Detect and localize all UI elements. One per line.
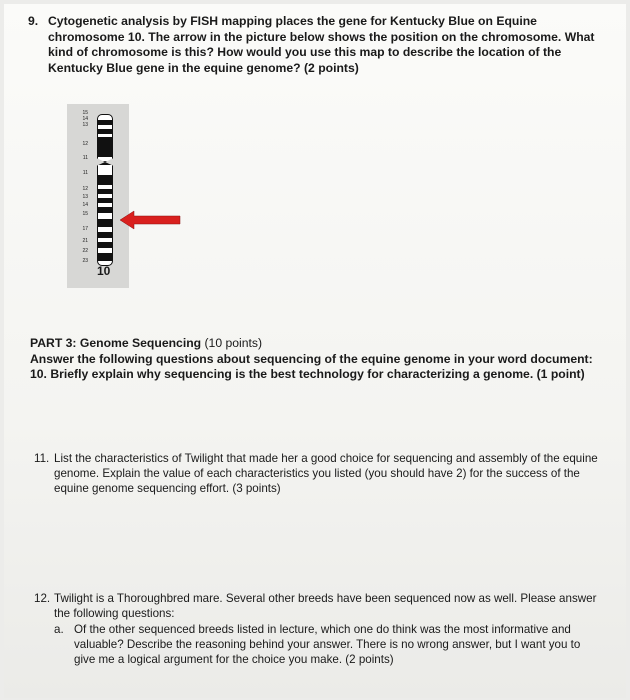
band-label: 12 [82,186,88,192]
band-label: 22 [82,248,88,254]
question-9-text: Cytogenetic analysis by FISH mapping places the gene for Kentucky Blue on Equine chromosome 10. The arrow in the picture below shows the position on the chromosome. What kind of chromosome is this? How would you use this map to describe the location of the Kentucky Blue gene in the equine genome? (2 points) [48,14,595,75]
question-9-number: 9. [28,14,39,28]
chromosome-figure [67,104,129,288]
chromosome-number-label: 10 [97,264,111,278]
question-12 [34,591,604,667]
part-3-points: (10 points) [204,336,263,350]
question-9 [28,14,608,76]
band-label: 23 [82,258,88,264]
band-label: 15 [82,211,88,217]
question-11 [34,451,604,496]
centromere-icon [94,157,116,167]
left-arrow-icon [120,210,182,230]
question-12-text: Twilight is a Thoroughbred mare. Several other breeds have been sequenced now as well. Please answer the following questions: [54,592,597,620]
band-label: 14 [82,116,88,122]
question-10-text: Briefly explain why sequencing is the best technology for characterizing a genome. (1 point) [50,367,585,381]
question-10-number: 10. [30,367,47,381]
question-12a-letter: a. [54,623,64,636]
question-11-number: 11. [34,452,50,465]
chromosome-10 [97,114,113,266]
band-label: 13 [82,122,88,128]
question-12-number: 12. [34,592,51,605]
question-12a [54,622,604,667]
band-label: 11 [82,155,88,161]
part-3-section [30,336,605,383]
document-page [4,4,626,698]
band-label: 21 [82,238,88,244]
part-3-heading: PART 3: Genome Sequencing (10 points) [30,336,263,350]
band-label: 13 [82,194,88,200]
band-label: 12 [82,141,88,147]
part-3-instruction: Answer the following questions about sequencing of the equine genome in your word document: [30,351,593,366]
band-label: 11 [82,170,88,176]
question-10 [30,367,605,383]
question-11-text: List the characteristics of Twilight that made her a good choice for sequencing and assembly of the equine genome. Explain the value of each characteristics you listed (you should have 2) for the success of the equine genome sequencing effort. (3 points) [54,452,598,495]
band-label: 17 [82,226,88,232]
band-label: 15 [82,110,88,116]
question-12a-text: Of the other sequenced breeds listed in lecture, which one do think was the most informative and valuable? Describe the reasoning behind your answer. There is no wrong answer, but I want you to give me a logical argument for the choice you make. (2 points) [74,623,581,666]
band-label: 14 [82,202,88,208]
